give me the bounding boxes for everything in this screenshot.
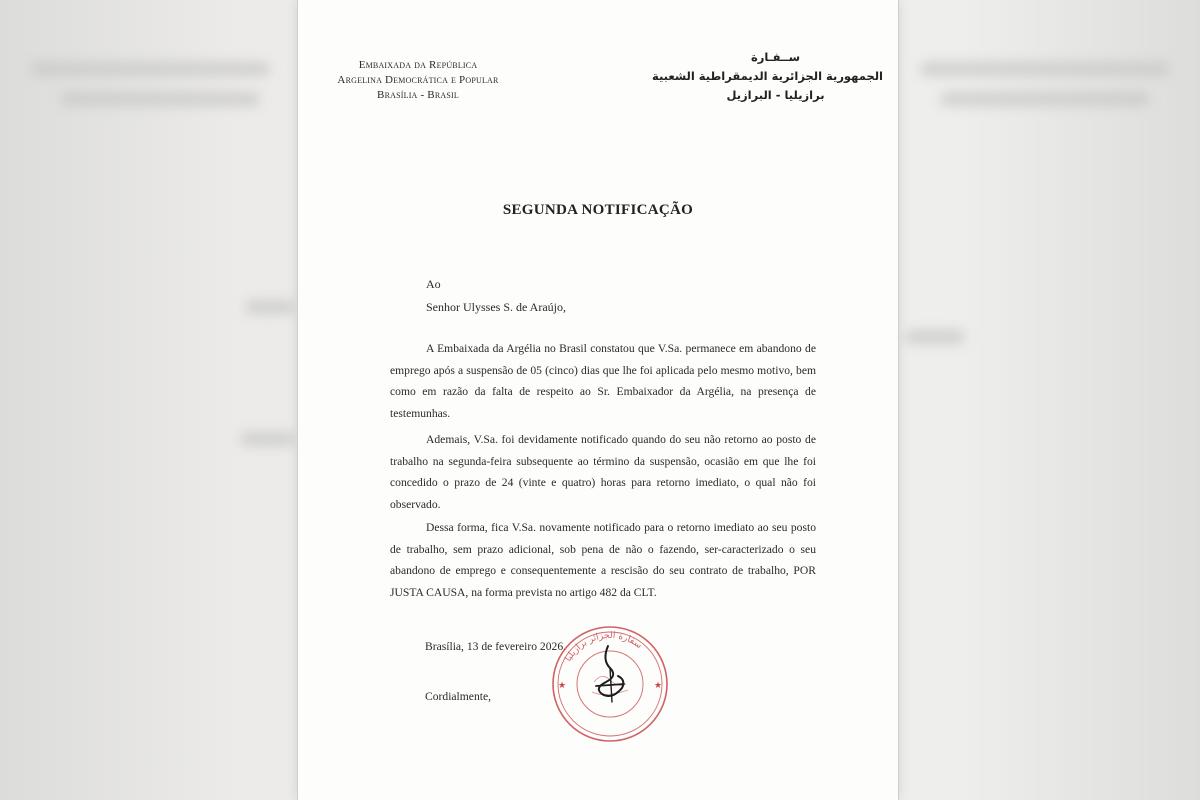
body-paragraph: Dessa forma, fica V.Sa. novamente notificado para o retorno imediato ao seu posto de trabalho, sem prazo adicional, sob pena de não o fazendo, ser-caracterizado o seu abandono de emprego e consequentemente a rescisão do seu contrato de trabalho, POR JUSTA CAUSA, na forma prevista no artigo 482 da CLT. — [390, 521, 816, 599]
recipient-name: Senhor Ulysses S. de Araújo, — [426, 300, 566, 314]
document-title: SEGUNDA NOTIFICAÇÃO — [502, 202, 694, 218]
letterhead-line: Argelina Democrática e Popular — [337, 74, 499, 86]
letterhead-line: ســفـارة — [750, 50, 801, 64]
salutation: Ao — [426, 277, 441, 291]
letterhead-portuguese — [318, 58, 518, 103]
date-line: Brasília, 13 de fevereiro 2026. — [425, 640, 567, 653]
letterhead-line: Embaixada da República — [358, 59, 478, 71]
blurred-text-left — [60, 92, 260, 106]
body-paragraph: Ademais, V.Sa. foi devidamente notificado quando do seu não retorno ao posto de trabalho na segunda-feira subsequente ao término da suspensão, ocasião em que lhe foi concedido o prazo de 24 (vinte e quatro) horas para retorno imediato, o qual não foi observado. — [390, 433, 816, 511]
svg-text:★: ★ — [654, 681, 663, 691]
letterhead-line: برازيليا - البرازيل — [726, 88, 825, 102]
blurred-text-right — [940, 92, 1150, 106]
letter-page — [298, 0, 898, 800]
blurred-text-right — [905, 330, 965, 344]
blurred-text-right — [920, 62, 1170, 76]
letterhead-arabic — [651, 48, 883, 105]
blurred-text-left — [30, 62, 270, 76]
blurred-text-left — [245, 300, 295, 314]
svg-text:★: ★ — [558, 681, 567, 691]
letterhead-line: Brasília - Brasil — [377, 89, 459, 101]
closing: Cordialmente, — [425, 690, 492, 703]
blurred-text-left — [240, 432, 295, 446]
letterhead-line: الجمهورية الجزائرية الديمقراطية الشعبية — [651, 69, 883, 83]
seal-text: سفارة الجزائر برازيليا — [563, 630, 644, 664]
body-paragraph: A Embaixada da Argélia no Brasil constatou que V.Sa. permanece em abandono de emprego após a suspensão de 05 (cinco) dias que lhe foi aplicada pelo mesmo motivo, bem como em razão da falta de respeito ao Sr. Embaixador da Argélia, na presença de testemunhas. — [390, 342, 816, 420]
signature — [588, 642, 632, 706]
